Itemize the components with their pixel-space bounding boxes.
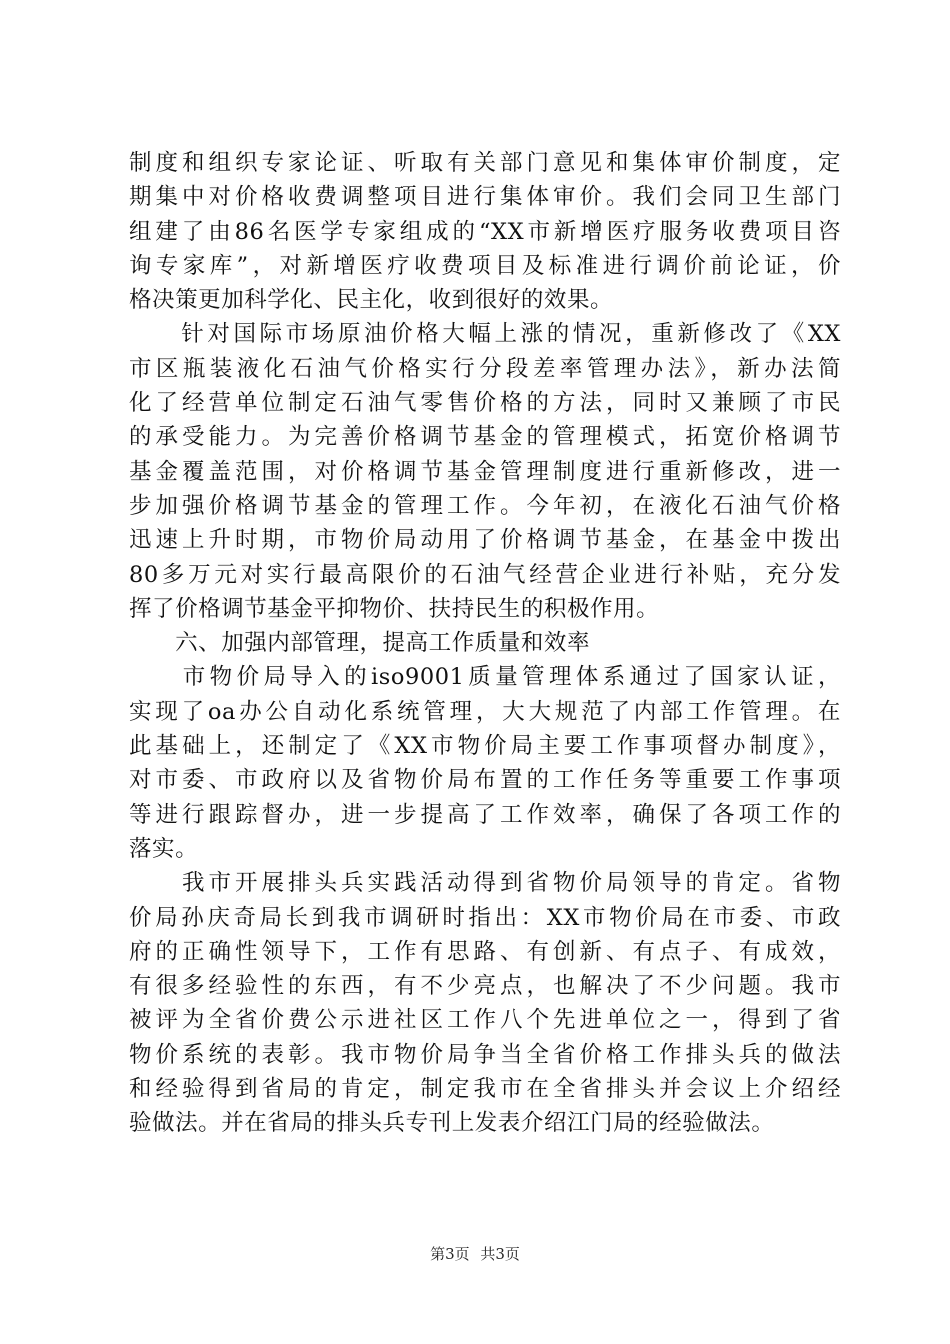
text-line: 询专家库”，对新增医疗收费项目及标准进行调价前论证，价 [129, 252, 841, 279]
text-line: 此基础上，还制定了《XX市物价局主要工作事项督办制度》， [129, 733, 841, 760]
text-line: 对市委、市政府以及省物价局布置的工作任务等重要工作事项 [129, 767, 841, 794]
text-line: 期集中对价格收费调整项目进行集体审价。我们会同卫生部门 [129, 184, 841, 211]
document-body [129, 146, 841, 1141]
text-line: 验做法。并在省局的排头兵专刊上发表介绍江门局的经验做法。 [129, 1110, 775, 1137]
text-line: 制度和组织专家论证、听取有关部门意见和集体审价制度，定 [129, 150, 841, 176]
text-line: 挥了价格调节基金平抑物价、扶持民生的积极作用。 [129, 595, 660, 622]
page-footer [0, 1243, 950, 1264]
text-line: 落实。 [129, 835, 199, 862]
text-line: 市区瓶装液化石油气价格实行分段差率管理办法》，新办法简 [129, 355, 841, 382]
text-line: 有很多经验性的东西，有不少亮点，也解决了不少问题。我市 [129, 973, 841, 1000]
text-line: 迅速上升时期，市物价局动用了价格调节基金，在基金中拨出 [129, 527, 841, 554]
text-line: 组建了由86名医学专家组成的“XX市新增医疗服务收费项目咨 [129, 218, 841, 245]
text-line: 的承受能力。为完善价格调节基金的管理模式，拓宽价格调节 [129, 424, 841, 451]
text-line: 格决策更加科学化、民主化，收到很好的效果。 [129, 287, 614, 314]
page-total: 共3页 [480, 1245, 520, 1263]
text-line: 化了经营单位制定石油气零售价格的方法，同时又兼顾了市民 [129, 390, 841, 417]
text-line: 实现了oa办公自动化系统管理，大大规范了内部工作管理。在 [129, 698, 841, 725]
text-line: 基金覆盖范围，对价格调节基金管理制度进行重新修改，进一 [129, 458, 841, 485]
text-line: 府的正确性领导下，工作有思路、有创新、有点子、有成效， [129, 938, 841, 965]
page-number: 第3页 [430, 1245, 470, 1263]
text-line: 等进行跟踪督办，进一步提高了工作效率，确保了各项工作的 [129, 801, 841, 828]
section-heading: 六、加强内部管理，提高工作质量和效率 [129, 630, 591, 657]
text-line: 市物价局导入的iso9001质量管理体系通过了国家认证， [129, 664, 841, 691]
text-line: 被评为全省价费公示进社区工作八个先进单位之一，得到了省 [129, 1007, 841, 1034]
text-line: 物价系统的表彰。我市物价局争当全省价格工作排头兵的做法 [129, 1041, 841, 1068]
text-line: 我市开展排头兵实践活动得到省物价局领导的肯定。省物 [129, 870, 841, 897]
text-line: 和经验得到省局的肯定，制定我市在全省排头并会议上介绍经 [129, 1076, 841, 1103]
text-line: 步加强价格调节基金的管理工作。今年初，在液化石油气价格 [129, 492, 841, 519]
text-line: 针对国际市场原油价格大幅上涨的情况，重新修改了《XX [129, 321, 841, 348]
text-line: 价局孙庆奇局长到我市调研时指出：XX市物价局在市委、市政 [129, 904, 841, 931]
text-line: 80多万元对实行最高限价的石油气经营企业进行补贴，充分发 [129, 561, 841, 588]
